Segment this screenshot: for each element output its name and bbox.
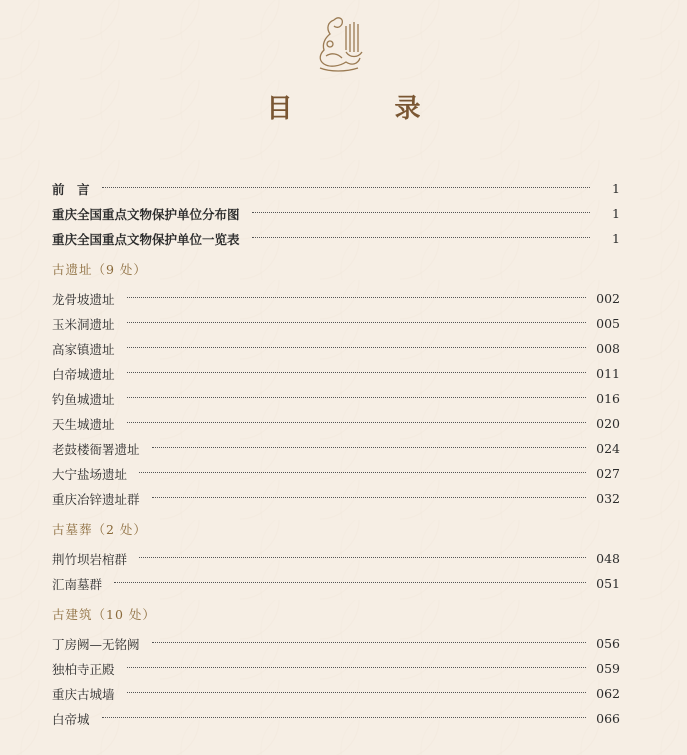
toc-entry-page: 008 xyxy=(596,341,620,356)
toc-entry[interactable] xyxy=(52,411,620,436)
toc-entry-label: 前 言 xyxy=(52,181,90,197)
toc-entry-label: 汇南墓群 xyxy=(52,576,103,592)
toc-entry[interactable] xyxy=(52,461,620,486)
toc-entry-page: 051 xyxy=(596,576,620,591)
toc-entry[interactable] xyxy=(52,361,620,386)
section-heading: 古建筑（10 处） xyxy=(52,607,156,622)
toc-entry[interactable] xyxy=(52,226,620,251)
toc-entry-page: 032 xyxy=(596,491,620,506)
dot-leader xyxy=(152,641,587,643)
dot-leader xyxy=(127,421,587,423)
toc-entry[interactable] xyxy=(52,631,620,656)
toc-entry[interactable] xyxy=(52,486,620,511)
toc-entry-page: 011 xyxy=(596,366,620,381)
toc-entry-page: 062 xyxy=(596,686,620,701)
toc-entry[interactable] xyxy=(52,286,620,311)
page-title: 目 录 xyxy=(266,94,459,124)
bronze-bird-emblem-icon xyxy=(310,12,366,74)
dot-leader xyxy=(127,296,587,298)
toc-entry[interactable] xyxy=(52,386,620,411)
toc-entry-page: 056 xyxy=(596,636,620,651)
toc-entry-label: 天生城遗址 xyxy=(52,416,115,432)
toc-entry[interactable] xyxy=(52,311,620,336)
toc-entry-label: 大宁盐场遗址 xyxy=(52,466,128,482)
toc-entry[interactable] xyxy=(52,336,620,361)
toc-entry-page: 002 xyxy=(596,291,620,306)
toc-entry-page: 1 xyxy=(612,206,620,221)
dot-leader xyxy=(152,446,587,448)
toc-entry-label: 重庆全国重点文物保护单位一览表 xyxy=(52,231,240,247)
toc-entry-page: 1 xyxy=(612,181,620,196)
toc-entry-label: 荆竹坝岩棺群 xyxy=(52,551,128,567)
toc-entry-label: 重庆全国重点文物保护单位分布图 xyxy=(52,206,240,222)
dot-leader xyxy=(102,186,590,188)
dot-leader xyxy=(139,556,586,558)
toc-entry-label: 重庆冶锌遗址群 xyxy=(52,491,140,507)
toc-entry-label: 白帝城 xyxy=(52,711,90,727)
toc-entry[interactable] xyxy=(52,681,620,706)
dot-leader xyxy=(127,371,587,373)
toc-entry-page: 005 xyxy=(596,316,620,331)
toc-entry[interactable] xyxy=(52,706,620,731)
toc-entry[interactable] xyxy=(52,571,620,596)
dot-leader xyxy=(152,496,587,498)
toc-entry-label: 玉米洞遗址 xyxy=(52,316,115,332)
toc-entry-page: 1 xyxy=(612,231,620,246)
section-heading: 古遗址（9 处） xyxy=(52,262,147,277)
dot-leader xyxy=(252,236,590,238)
toc-entry[interactable] xyxy=(52,436,620,461)
toc-entry-page: 059 xyxy=(596,661,620,676)
dot-leader xyxy=(127,666,587,668)
toc-entry-page: 027 xyxy=(596,466,620,481)
toc-entry-label: 钓鱼城遗址 xyxy=(52,391,115,407)
toc-entry-page: 066 xyxy=(596,711,620,726)
dot-leader xyxy=(252,211,590,213)
toc-entry-label: 老鼓楼衙署遗址 xyxy=(52,441,140,457)
toc-entry-label: 丁房阙—无铭阙 xyxy=(52,636,140,652)
toc-entry-page: 048 xyxy=(596,551,620,566)
toc-entry-page: 024 xyxy=(596,441,620,456)
toc-entry[interactable] xyxy=(52,201,620,226)
toc-entry-page: 016 xyxy=(596,391,620,406)
table-of-contents xyxy=(52,176,620,731)
toc-entry[interactable] xyxy=(52,176,620,201)
dot-leader xyxy=(127,691,587,693)
dot-leader xyxy=(114,581,586,583)
dot-leader xyxy=(102,716,587,718)
section-heading: 古墓葬（2 处） xyxy=(52,522,147,537)
toc-entry-label: 龙骨坡遗址 xyxy=(52,291,115,307)
toc-entry-label: 白帝城遗址 xyxy=(52,366,115,382)
dot-leader xyxy=(127,396,587,398)
dot-leader xyxy=(127,321,587,323)
toc-entry-page: 020 xyxy=(596,416,620,431)
dot-leader xyxy=(127,346,587,348)
toc-entry-label: 重庆古城墙 xyxy=(52,686,115,702)
toc-entry-label: 独柏寺正殿 xyxy=(52,661,115,677)
dot-leader xyxy=(139,471,586,473)
toc-entry-label: 高家镇遗址 xyxy=(52,341,115,357)
toc-entry[interactable] xyxy=(52,546,620,571)
toc-entry[interactable] xyxy=(52,656,620,681)
